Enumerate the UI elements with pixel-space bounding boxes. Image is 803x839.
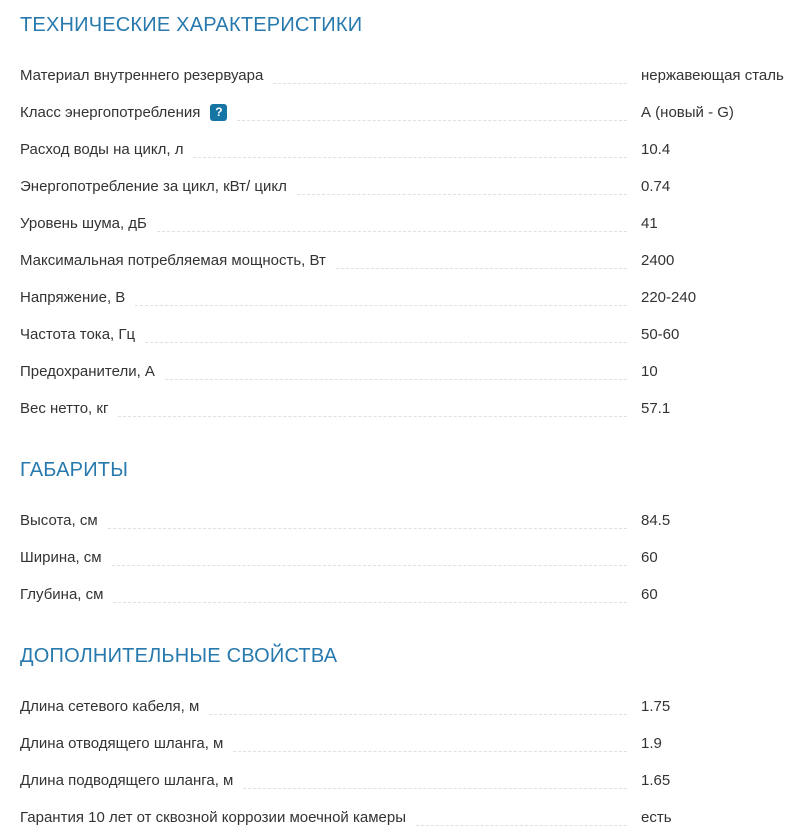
spec-label: Длина сетевого кабеля, м bbox=[20, 698, 200, 715]
spec-rows bbox=[20, 510, 791, 606]
spec-row-tank-material bbox=[20, 65, 791, 87]
spec-value: нержавеющая сталь bbox=[641, 67, 784, 84]
spec-row-height bbox=[20, 510, 791, 532]
spec-label: Материал внутреннего резервуара bbox=[20, 67, 264, 84]
section-title-dimensions: ГАБАРИТЫ bbox=[20, 459, 129, 481]
spec-label: Частота тока, Гц bbox=[20, 326, 136, 343]
spec-row-frequency bbox=[20, 324, 791, 346]
help-icon[interactable]: ? bbox=[210, 104, 227, 121]
spec-row-width bbox=[20, 547, 791, 569]
section-title-additional-properties: ДОПОЛНИТЕЛЬНЫЕ СВОЙСТВА bbox=[20, 645, 338, 667]
spec-value: 0.74 bbox=[641, 178, 671, 195]
spec-label: Ширина, см bbox=[20, 549, 102, 566]
dotted-leader bbox=[237, 120, 627, 121]
dotted-leader bbox=[209, 714, 627, 715]
spec-row-water-per-cycle bbox=[20, 139, 791, 161]
spec-row-drain-hose-length bbox=[20, 733, 791, 755]
dotted-leader bbox=[233, 751, 627, 752]
spec-row-energy-per-cycle bbox=[20, 176, 791, 198]
spec-row-fuses bbox=[20, 361, 791, 383]
dotted-leader bbox=[336, 268, 627, 269]
spec-row-depth bbox=[20, 584, 791, 606]
spec-label: Вес нетто, кг bbox=[20, 400, 109, 417]
dotted-leader bbox=[165, 379, 627, 380]
spec-row-inlet-hose-length bbox=[20, 770, 791, 792]
spec-label: Длина подводящего шланга, м bbox=[20, 772, 234, 789]
spec-label: Уровень шума, дБ bbox=[20, 215, 147, 232]
spec-label: Высота, см bbox=[20, 512, 98, 529]
spec-label: Предохранители, А bbox=[20, 363, 155, 380]
spec-label: Расход воды на цикл, л bbox=[20, 141, 184, 158]
section-additional-properties bbox=[20, 646, 791, 829]
spec-value: 60 bbox=[641, 586, 658, 603]
spec-row-energy-class bbox=[20, 102, 791, 124]
dotted-leader bbox=[297, 194, 627, 195]
dotted-leader bbox=[118, 416, 627, 417]
spec-label: Длина отводящего шланга, м bbox=[20, 735, 224, 752]
dotted-leader bbox=[112, 565, 627, 566]
spec-rows bbox=[20, 65, 791, 420]
spec-row-max-power bbox=[20, 250, 791, 272]
section-technical-specs bbox=[20, 15, 791, 420]
spec-value: 50-60 bbox=[641, 326, 680, 343]
spec-value: 1.65 bbox=[641, 772, 671, 789]
spec-row-corrosion-warranty bbox=[20, 807, 791, 829]
spec-value: 10 bbox=[641, 363, 658, 380]
spec-value: есть bbox=[641, 809, 672, 826]
spec-value: 57.1 bbox=[641, 400, 671, 417]
spec-row-noise-level bbox=[20, 213, 791, 235]
spec-row-power-cord-length bbox=[20, 696, 791, 718]
spec-label: Максимальная потребляемая мощность, Вт bbox=[20, 252, 326, 269]
spec-value: 1.9 bbox=[641, 735, 662, 752]
dotted-leader bbox=[243, 788, 627, 789]
spec-value: А (новый - G) bbox=[641, 104, 734, 121]
dotted-leader bbox=[145, 342, 627, 343]
dotted-leader bbox=[193, 157, 627, 158]
spec-rows bbox=[20, 696, 791, 829]
spec-value: 10.4 bbox=[641, 141, 671, 158]
spec-value: 1.75 bbox=[641, 698, 671, 715]
spec-label: Класс энергопотребления ? bbox=[20, 102, 227, 124]
dotted-leader bbox=[113, 602, 627, 603]
spec-label: Глубина, см bbox=[20, 586, 104, 603]
spec-value: 220-240 bbox=[641, 289, 697, 306]
section-dimensions bbox=[20, 460, 791, 606]
spec-label: Энергопотребление за цикл, кВт/ цикл bbox=[20, 178, 287, 195]
spec-row-voltage bbox=[20, 287, 791, 309]
spec-value: 84.5 bbox=[641, 512, 671, 529]
section-title-technical-specs: ТЕХНИЧЕСКИЕ ХАРАКТЕРИСТИКИ bbox=[20, 14, 363, 36]
dotted-leader bbox=[108, 528, 627, 529]
spec-value: 60 bbox=[641, 549, 658, 566]
spec-value: 2400 bbox=[641, 252, 675, 269]
spec-label: Гарантия 10 лет от сквозной коррозии моечной камеры bbox=[20, 809, 406, 826]
dotted-leader bbox=[416, 825, 627, 826]
dotted-leader bbox=[273, 83, 627, 84]
spec-label: Напряжение, В bbox=[20, 289, 126, 306]
dotted-leader bbox=[157, 231, 627, 232]
spec-row-net-weight bbox=[20, 398, 791, 420]
dotted-leader bbox=[135, 305, 627, 306]
spec-value: 41 bbox=[641, 215, 658, 232]
